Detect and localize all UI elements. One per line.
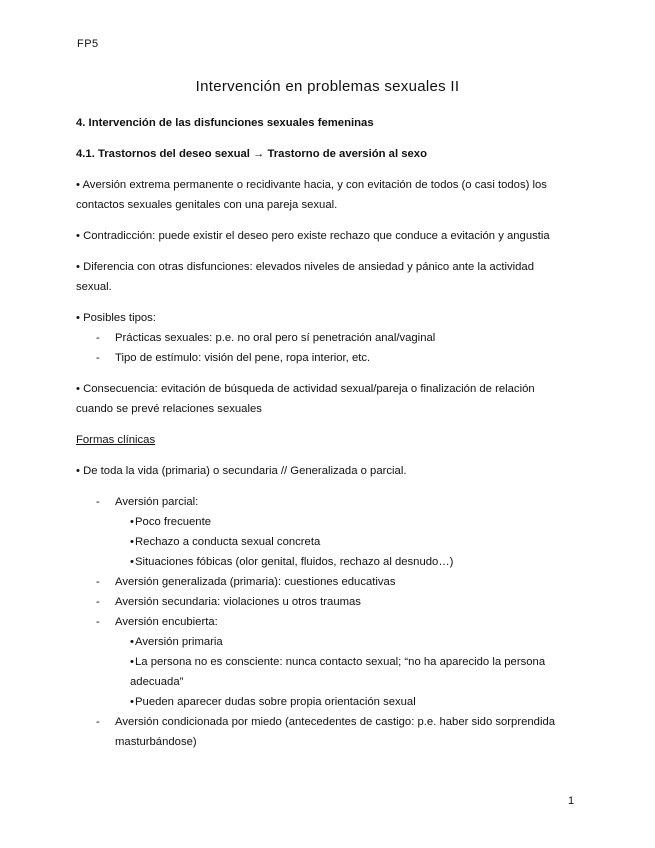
list-item	[76, 328, 586, 348]
bullet-diferencia-line-1: • Diferencia con otras disfunciones: elevados niveles de ansiedad y pánico ante la actividad	[76, 261, 534, 273]
list-item	[76, 592, 586, 612]
dash-marker: -	[96, 616, 100, 628]
sub-list-item	[76, 692, 586, 712]
bullet-dot: •	[130, 656, 134, 668]
sub-list-item-continuation	[76, 672, 586, 692]
list-item-text: Aversión generalizada (primaria): cuestiones educativas	[115, 576, 396, 588]
bullet-dot: •	[130, 516, 134, 528]
list-item-text: Aversión condicionada por miedo (antecedentes de castigo: p.e. haber sido sorprendida	[115, 716, 556, 728]
sub-list-item-text: Situaciones fóbicas (olor genital, fluidos, rechazo al desnudo…)	[135, 556, 454, 568]
header-code: FP5	[77, 38, 99, 50]
list-item-text: masturbándose)	[115, 736, 197, 748]
list-item-text: Aversión secundaria: violaciones u otros traumas	[115, 596, 361, 608]
bullet-dot: •	[130, 636, 134, 648]
sub-list-item	[76, 532, 586, 552]
list-item-text: Aversión parcial:	[115, 496, 199, 508]
dash-marker: -	[96, 332, 100, 344]
page-title: Intervención en problemas sexuales II	[195, 78, 460, 95]
dash-marker: -	[96, 496, 100, 508]
sub-list-item	[76, 552, 586, 572]
list-item	[76, 612, 586, 632]
bullet-dot: •	[130, 696, 134, 708]
subsection-heading: 4.1. Trastornos del deseo sexual → Trastorno de aversión al sexo	[76, 148, 427, 160]
list-item	[76, 712, 586, 732]
sub-list-item	[76, 652, 586, 672]
list-item	[76, 492, 586, 512]
bullet-dot: •	[130, 556, 134, 568]
dash-marker: -	[96, 576, 100, 588]
list-item	[76, 348, 586, 368]
dash-marker: -	[96, 352, 100, 364]
sub-list-item-text: Rechazo a conducta sexual concreta	[135, 536, 321, 548]
list-item-text: Prácticas sexuales: p.e. no oral pero sí penetración anal/vaginal	[115, 332, 436, 344]
sub-list-item-text: La persona no es consciente: nunca contacto sexual; “no ha aparecido la persona	[135, 656, 546, 668]
formas-clinicas-heading: Formas clínicas	[76, 434, 156, 446]
list-item-text: Tipo de estímulo: visión del pene, ropa interior, etc.	[115, 352, 371, 364]
sub-list-item-text: adecuada”	[130, 676, 184, 688]
document-body	[76, 113, 586, 752]
sub-list-item-text: Pueden aparecer dudas sobre propia orientación sexual	[135, 696, 416, 708]
bullet-contradiccion: • Contradicción: puede existir el deseo pero existe rechazo que conduce a evitación y angustia	[76, 230, 550, 242]
bullet-diferencia-line-2: sexual.	[76, 281, 112, 293]
dash-marker: -	[96, 716, 100, 728]
bullet-aversion-line-2: contactos sexuales genitales con una pareja sexual.	[76, 199, 338, 211]
sub-list-item	[76, 632, 586, 652]
sub-list-item-text: Aversión primaria	[135, 636, 223, 648]
dash-marker: -	[96, 596, 100, 608]
sub-list-item	[76, 512, 586, 532]
bullet-dot: •	[130, 536, 134, 548]
bullet-consecuencia-line-2: cuando se prevé relaciones sexuales	[76, 403, 262, 415]
bullet-consecuencia-line-1: • Consecuencia: evitación de búsqueda de actividad sexual/pareja o finalización de relación	[76, 383, 535, 395]
formas-intro: • De toda la vida (primaria) o secundaria // Generalizada o parcial.	[76, 465, 407, 477]
bullet-aversion-line-1: • Aversión extrema permanente o recidivante hacia, y con evitación de todos (o casi todos) los	[76, 179, 547, 191]
section-heading: 4. Intervención de las disfunciones sexuales femeninas	[76, 117, 374, 129]
list-item-continuation	[76, 732, 586, 752]
list-item-text: Aversión encubierta:	[115, 616, 218, 628]
bullet-posibles-tipos: • Posibles tipos:	[76, 312, 156, 324]
sub-list-item-text: Poco frecuente	[135, 516, 211, 528]
list-item	[76, 572, 586, 592]
page-number: 1	[568, 795, 575, 807]
